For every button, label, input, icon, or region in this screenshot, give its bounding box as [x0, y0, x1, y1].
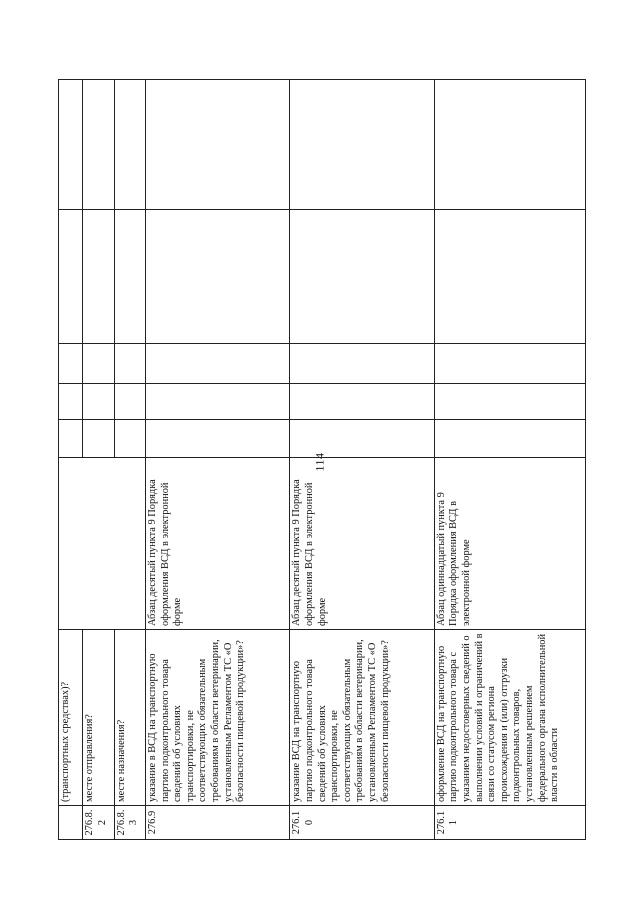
- comments-cell: [83, 80, 114, 210]
- row-number: 276.9: [146, 806, 290, 840]
- table-row: [290, 80, 434, 840]
- answer-na-cell: [59, 344, 83, 384]
- table-row: [59, 80, 83, 840]
- table-row: [434, 80, 585, 840]
- notes-cell: [146, 210, 290, 344]
- notes-cell: [290, 210, 434, 344]
- answer-yes-cell: [83, 420, 114, 458]
- question-cell: указание в ВСД на транспортную партию подконтрольного товара сведений об условиях транспортировки, не соответствующих обязательным требованиям в области ветеринарии, установленным Регламентом ТС «О безопасности пищевой продукции»?: [146, 630, 290, 806]
- reference-cell: Абзац десятый пункта 9 Порядка оформления ВСД в электронной форме: [290, 458, 434, 630]
- notes-cell: [434, 210, 585, 344]
- answer-yes-cell: [114, 420, 145, 458]
- comments-cell: [290, 80, 434, 210]
- reference-cell: Абзац десятый пункта 9 Порядка оформления ВСД в электронной форме: [146, 458, 290, 630]
- answer-na-cell: [146, 344, 290, 384]
- reference-cell: Абзац одиннадцатый пункта 9 Порядка оформления ВСД в электронной форме: [434, 458, 585, 630]
- row-number: [59, 806, 83, 840]
- answer-no-cell: [146, 384, 290, 420]
- comments-cell: [114, 80, 145, 210]
- notes-cell: [59, 210, 83, 344]
- answer-na-cell: [114, 344, 145, 384]
- answer-yes-cell: [434, 420, 585, 458]
- reference-cell: [59, 458, 146, 630]
- row-number: 276.11: [434, 806, 585, 840]
- answer-na-cell: [290, 344, 434, 384]
- page-number: 114: [312, 452, 327, 472]
- table-row: [146, 80, 290, 840]
- answer-yes-cell: [290, 420, 434, 458]
- answer-na-cell: [83, 344, 114, 384]
- answer-no-cell: [114, 384, 145, 420]
- answer-no-cell: [59, 384, 83, 420]
- notes-cell: [114, 210, 145, 344]
- checklist-table: [58, 79, 586, 840]
- question-cell: месте отправления?: [83, 630, 114, 806]
- question-cell: (транспортных средствах)?: [59, 630, 83, 806]
- row-number: 276.10: [290, 806, 434, 840]
- question-cell: месте назначения?: [114, 630, 145, 806]
- comments-cell: [434, 80, 585, 210]
- comments-cell: [146, 80, 290, 210]
- answer-no-cell: [434, 384, 585, 420]
- question-cell: указание ВСД на транспортную партию подконтрольного товара сведений об условиях транспортировки, не соответствующих обязательным требованиям в области ветеринарии, установленным Регламентом ТС «О безопасности пищевой продукции»?: [290, 630, 434, 806]
- row-number: 276.8.3: [114, 806, 145, 840]
- answer-na-cell: [434, 344, 585, 384]
- comments-cell: [59, 80, 83, 210]
- checklist-table-rotated: [58, 80, 586, 840]
- question-cell: оформление ВСД на транспортную партию подконтрольного товара с указанием недостоверных сведений о выполнении условий и ограничений в связи со статусом региона происхождения и (или) отгрузки подконтрольных товаров, установленным решением федерального органа исполнительной власти в области: [434, 630, 585, 806]
- answer-no-cell: [83, 384, 114, 420]
- row-number: 276.8.2: [83, 806, 114, 840]
- notes-cell: [83, 210, 114, 344]
- answer-yes-cell: [59, 420, 83, 458]
- answer-yes-cell: [146, 420, 290, 458]
- answer-no-cell: [290, 384, 434, 420]
